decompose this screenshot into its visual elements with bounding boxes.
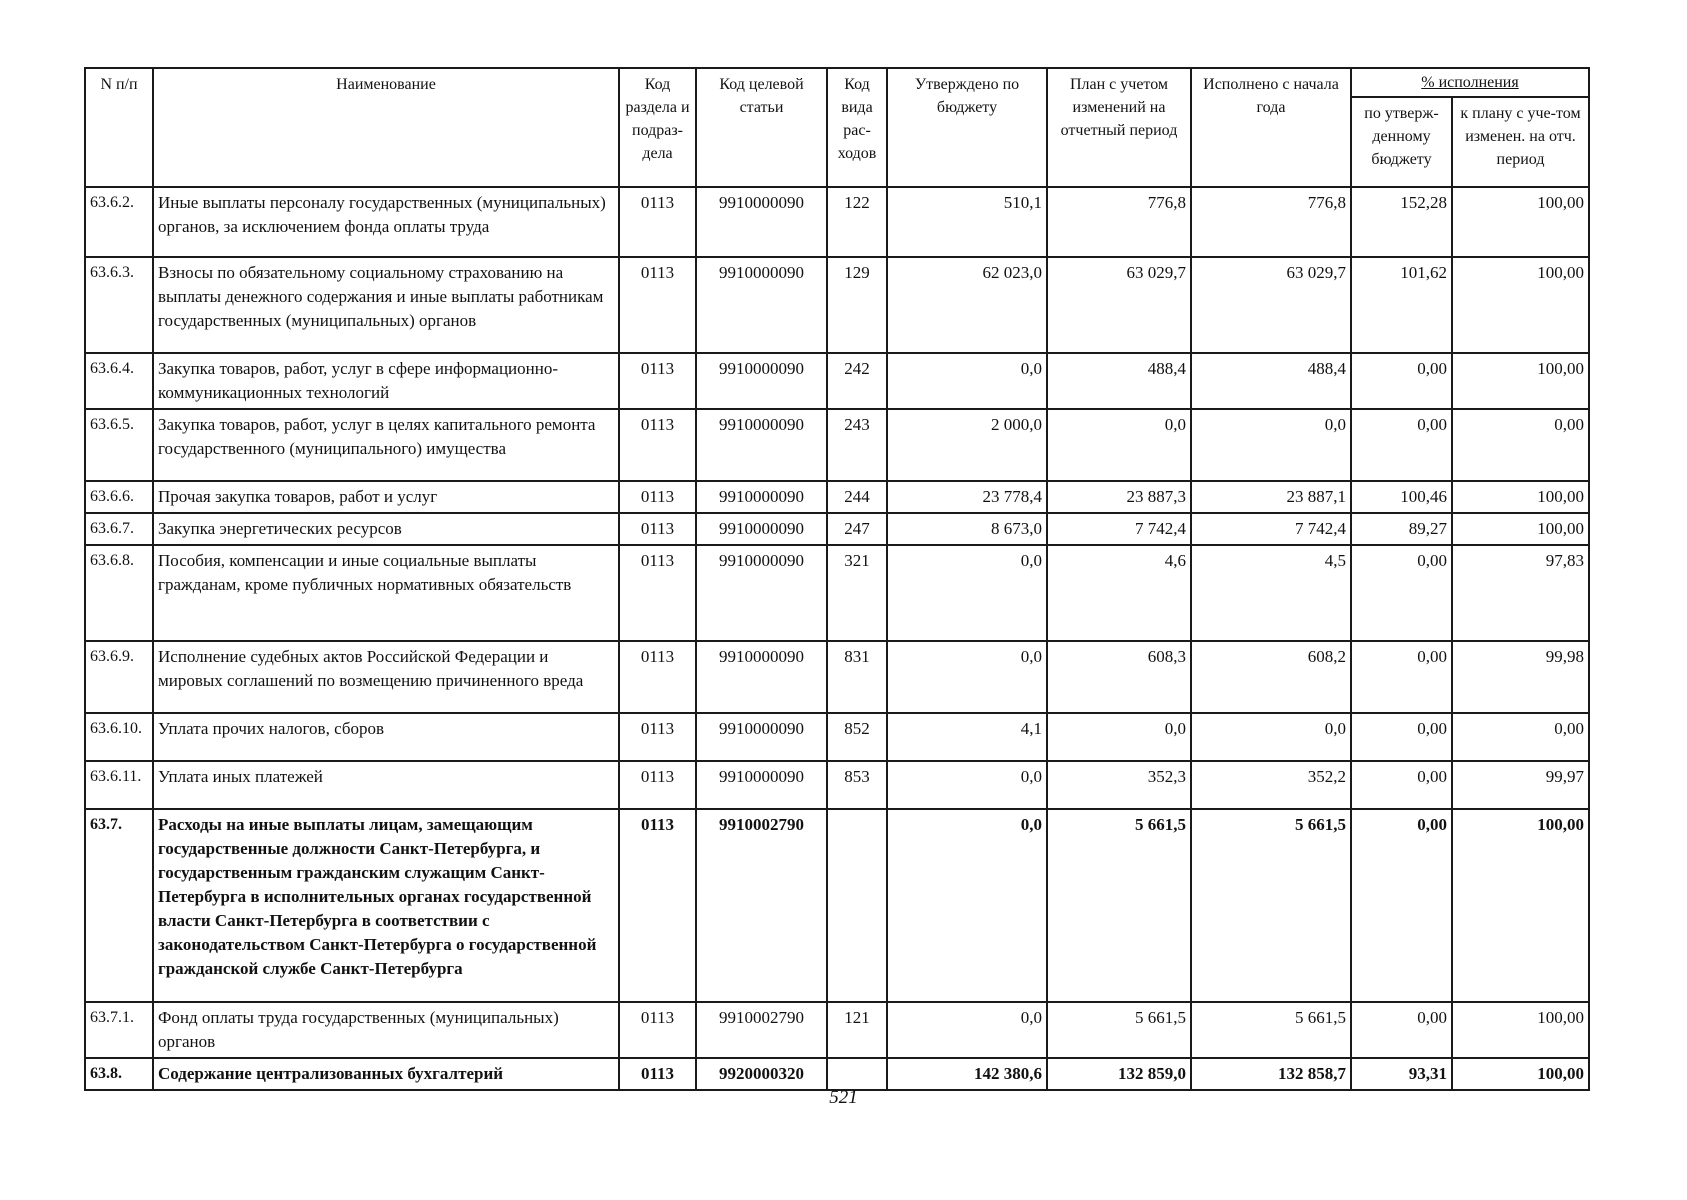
row-section-code-cell: 0113 (619, 545, 696, 641)
row-executed-cell: 0,0 (1191, 409, 1351, 481)
row-approved-cell: 0,0 (887, 761, 1047, 809)
row-expense-code-cell (827, 809, 887, 1002)
row-section-code-cell: 0113 (619, 1002, 696, 1058)
row-pct-approved-cell: 0,00 (1351, 1002, 1452, 1058)
row-expense-code-cell: 853 (827, 761, 887, 809)
row-plan-cell: 63 029,7 (1047, 257, 1191, 353)
table-row (85, 187, 1589, 257)
row-name-cell: Пособия, компенсации и иные социальные выплаты гражданам, кроме публичных нормативных обязательств (153, 545, 619, 641)
row-target-code-cell: 9910000090 (696, 257, 827, 353)
row-name-cell: Исполнение судебных актов Российской Федерации и мировых соглашений по возмещению причиненного вреда (153, 641, 619, 713)
row-name-cell: Иные выплаты персоналу государственных (муниципальных) органов, за исключением фонда оплаты труда (153, 187, 619, 257)
row-name-cell: Закупка товаров, работ, услуг в сфере информационно-коммуникационных технологий (153, 353, 619, 409)
header-pct-group: % исполнения (1351, 68, 1589, 97)
row-target-code-cell: 9910002790 (696, 809, 827, 1002)
row-expense-code-cell: 321 (827, 545, 887, 641)
row-plan-cell: 0,0 (1047, 409, 1191, 481)
row-executed-cell: 0,0 (1191, 713, 1351, 761)
row-approved-cell: 142 380,6 (887, 1058, 1047, 1090)
row-executed-cell: 5 661,5 (1191, 809, 1351, 1002)
row-pct-approved-cell: 101,62 (1351, 257, 1452, 353)
row-pct-approved-cell: 0,00 (1351, 409, 1452, 481)
row-executed-cell: 23 887,1 (1191, 481, 1351, 513)
row-expense-code-cell (827, 1058, 887, 1090)
row-pct-plan-cell: 0,00 (1452, 713, 1589, 761)
row-approved-cell: 510,1 (887, 187, 1047, 257)
table-row (85, 257, 1589, 353)
table-row (85, 809, 1589, 1002)
row-pct-plan-cell: 100,00 (1452, 809, 1589, 1002)
row-num-cell: 63.6.3. (85, 257, 153, 353)
row-section-code-cell: 0113 (619, 713, 696, 761)
row-expense-code-cell: 831 (827, 641, 887, 713)
row-section-code-cell: 0113 (619, 409, 696, 481)
table-row (85, 713, 1589, 761)
row-name-cell: Закупка энергетических ресурсов (153, 513, 619, 545)
row-num-cell: 63.7. (85, 809, 153, 1002)
row-num-cell: 63.8. (85, 1058, 153, 1090)
row-pct-plan-cell: 100,00 (1452, 353, 1589, 409)
row-approved-cell: 0,0 (887, 353, 1047, 409)
row-plan-cell: 132 859,0 (1047, 1058, 1191, 1090)
row-pct-plan-cell: 97,83 (1452, 545, 1589, 641)
row-num-cell: 63.6.11. (85, 761, 153, 809)
row-plan-cell: 0,0 (1047, 713, 1191, 761)
row-num-cell: 63.6.8. (85, 545, 153, 641)
row-target-code-cell: 9910000090 (696, 513, 827, 545)
row-approved-cell: 4,1 (887, 713, 1047, 761)
budget-execution-table (84, 67, 1590, 1091)
row-section-code-cell: 0113 (619, 809, 696, 1002)
row-expense-code-cell: 122 (827, 187, 887, 257)
row-expense-code-cell: 129 (827, 257, 887, 353)
row-expense-code-cell: 243 (827, 409, 887, 481)
table-row (85, 1058, 1589, 1090)
row-pct-plan-cell: 100,00 (1452, 513, 1589, 545)
row-name-cell: Фонд оплаты труда государственных (муниципальных) органов (153, 1002, 619, 1058)
row-target-code-cell: 9910000090 (696, 545, 827, 641)
row-executed-cell: 608,2 (1191, 641, 1351, 713)
row-num-cell: 63.6.10. (85, 713, 153, 761)
page-number: 521 (829, 1087, 858, 1108)
table-row (85, 513, 1589, 545)
row-num-cell: 63.6.6. (85, 481, 153, 513)
row-executed-cell: 132 858,7 (1191, 1058, 1351, 1090)
header-section-code: Код раздела и подраз-дела (619, 68, 696, 187)
row-plan-cell: 488,4 (1047, 353, 1191, 409)
row-target-code-cell: 9910000090 (696, 409, 827, 481)
row-section-code-cell: 0113 (619, 513, 696, 545)
row-expense-code-cell: 242 (827, 353, 887, 409)
row-section-code-cell: 0113 (619, 481, 696, 513)
row-plan-cell: 352,3 (1047, 761, 1191, 809)
row-pct-approved-cell: 152,28 (1351, 187, 1452, 257)
row-approved-cell: 8 673,0 (887, 513, 1047, 545)
header-row-1 (85, 68, 1589, 97)
row-executed-cell: 488,4 (1191, 353, 1351, 409)
header-pct-plan: к плану с уче-том изменен. на отч. период (1452, 97, 1589, 187)
row-plan-cell: 5 661,5 (1047, 1002, 1191, 1058)
row-approved-cell: 0,0 (887, 545, 1047, 641)
table-row (85, 353, 1589, 409)
header-num: N п/п (85, 68, 153, 187)
row-expense-code-cell: 852 (827, 713, 887, 761)
row-target-code-cell: 9910000090 (696, 641, 827, 713)
row-expense-code-cell: 121 (827, 1002, 887, 1058)
table-row (85, 641, 1589, 713)
row-num-cell: 63.7.1. (85, 1002, 153, 1058)
row-pct-plan-cell: 100,00 (1452, 1058, 1589, 1090)
row-num-cell: 63.6.7. (85, 513, 153, 545)
row-pct-plan-cell: 99,97 (1452, 761, 1589, 809)
row-target-code-cell: 9910002790 (696, 1002, 827, 1058)
row-pct-plan-cell: 99,98 (1452, 641, 1589, 713)
table-row (85, 761, 1589, 809)
header-name: Наименование (153, 68, 619, 187)
row-pct-plan-cell: 100,00 (1452, 257, 1589, 353)
row-name-cell: Уплата прочих налогов, сборов (153, 713, 619, 761)
row-pct-approved-cell: 0,00 (1351, 545, 1452, 641)
row-section-code-cell: 0113 (619, 1058, 696, 1090)
row-pct-plan-cell: 100,00 (1452, 481, 1589, 513)
row-pct-approved-cell: 0,00 (1351, 713, 1452, 761)
row-pct-approved-cell: 100,46 (1351, 481, 1452, 513)
row-plan-cell: 23 887,3 (1047, 481, 1191, 513)
row-approved-cell: 0,0 (887, 641, 1047, 713)
row-pct-approved-cell: 89,27 (1351, 513, 1452, 545)
row-pct-approved-cell: 93,31 (1351, 1058, 1452, 1090)
header-target-code: Код целевой статьи (696, 68, 827, 187)
row-approved-cell: 2 000,0 (887, 409, 1047, 481)
row-approved-cell: 0,0 (887, 1002, 1047, 1058)
row-executed-cell: 7 742,4 (1191, 513, 1351, 545)
row-expense-code-cell: 244 (827, 481, 887, 513)
row-approved-cell: 0,0 (887, 809, 1047, 1002)
row-name-cell: Расходы на иные выплаты лицам, замещающим государственные должности Санкт-Петербурга, и государственным гражданским служащим Санкт-Петербурга в исполнительных органах государственной власти Санкт-Петербурга в соответствии с законодательством Санкт-Петербурга о государственной гражданской службе Санкт-Петербурга (153, 809, 619, 1002)
row-executed-cell: 776,8 (1191, 187, 1351, 257)
row-num-cell: 63.6.2. (85, 187, 153, 257)
row-approved-cell: 62 023,0 (887, 257, 1047, 353)
header-approved: Утверждено по бюджету (887, 68, 1047, 187)
row-section-code-cell: 0113 (619, 257, 696, 353)
row-executed-cell: 4,5 (1191, 545, 1351, 641)
table-row (85, 545, 1589, 641)
row-name-cell: Закупка товаров, работ, услуг в целях капитального ремонта государственного (муниципального) имущества (153, 409, 619, 481)
row-section-code-cell: 0113 (619, 761, 696, 809)
row-target-code-cell: 9910000090 (696, 761, 827, 809)
header-pct-approved: по утверж-денному бюджету (1351, 97, 1452, 187)
row-executed-cell: 5 661,5 (1191, 1002, 1351, 1058)
header-executed: Исполнено с начала года (1191, 68, 1351, 187)
row-target-code-cell: 9910000090 (696, 713, 827, 761)
row-executed-cell: 352,2 (1191, 761, 1351, 809)
header-expense-code: Код вида рас-ходов (827, 68, 887, 187)
table-row (85, 481, 1589, 513)
row-section-code-cell: 0113 (619, 187, 696, 257)
row-pct-approved-cell: 0,00 (1351, 761, 1452, 809)
row-target-code-cell: 9910000090 (696, 481, 827, 513)
row-approved-cell: 23 778,4 (887, 481, 1047, 513)
row-plan-cell: 5 661,5 (1047, 809, 1191, 1002)
row-pct-plan-cell: 100,00 (1452, 1002, 1589, 1058)
table-body (85, 187, 1589, 1090)
row-plan-cell: 608,3 (1047, 641, 1191, 713)
row-num-cell: 63.6.9. (85, 641, 153, 713)
row-pct-plan-cell: 100,00 (1452, 187, 1589, 257)
row-plan-cell: 776,8 (1047, 187, 1191, 257)
row-pct-approved-cell: 0,00 (1351, 641, 1452, 713)
row-plan-cell: 7 742,4 (1047, 513, 1191, 545)
row-pct-approved-cell: 0,00 (1351, 353, 1452, 409)
row-num-cell: 63.6.4. (85, 353, 153, 409)
row-pct-approved-cell: 0,00 (1351, 809, 1452, 1002)
row-name-cell: Уплата иных платежей (153, 761, 619, 809)
table-row (85, 409, 1589, 481)
row-name-cell: Взносы по обязательному социальному страхованию на выплаты денежного содержания и иные выплаты работникам государственных (муниципальных) органов (153, 257, 619, 353)
row-expense-code-cell: 247 (827, 513, 887, 545)
row-section-code-cell: 0113 (619, 641, 696, 713)
row-target-code-cell: 9910000090 (696, 187, 827, 257)
row-num-cell: 63.6.5. (85, 409, 153, 481)
row-plan-cell: 4,6 (1047, 545, 1191, 641)
row-target-code-cell: 9910000090 (696, 353, 827, 409)
row-pct-plan-cell: 0,00 (1452, 409, 1589, 481)
header-plan: План с учетом изменений на отчетный период (1047, 68, 1191, 187)
row-name-cell: Прочая закупка товаров, работ и услуг (153, 481, 619, 513)
table-row (85, 1002, 1589, 1058)
row-section-code-cell: 0113 (619, 353, 696, 409)
row-executed-cell: 63 029,7 (1191, 257, 1351, 353)
row-target-code-cell: 9920000320 (696, 1058, 827, 1090)
row-name-cell: Содержание централизованных бухгалтерий (153, 1058, 619, 1090)
